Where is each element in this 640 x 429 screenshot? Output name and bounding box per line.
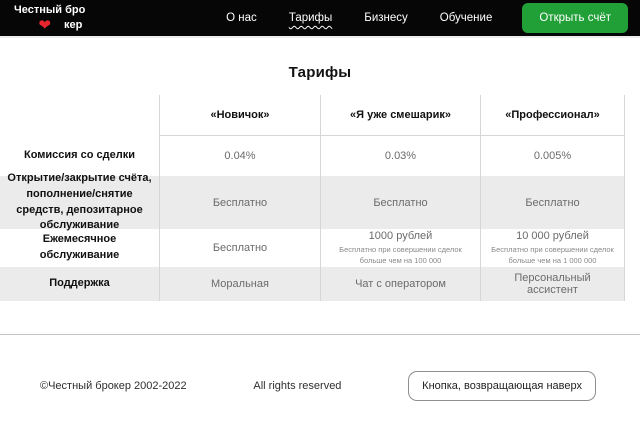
table-cell: 0.04% [159, 136, 320, 176]
table-corner-cell [0, 95, 159, 136]
nav-item-business[interactable]: Бизнесу [364, 12, 408, 24]
main-nav [226, 12, 492, 24]
nav-item-about[interactable]: О нас [226, 12, 257, 24]
table-cell: Моральная [159, 267, 320, 301]
table-cell [320, 229, 480, 267]
column-header-professional: «Профессионал» [480, 95, 625, 136]
column-header-novice: «Новичок» [159, 95, 320, 136]
logo-text-line2 [14, 18, 85, 33]
table-cell: 0.03% [320, 136, 480, 176]
table-cell: Чат с оператором [320, 267, 480, 301]
footer [0, 343, 640, 429]
table-cell: 0.005% [480, 136, 625, 176]
page-title: Тарифы [288, 64, 352, 81]
cell-value: 10 000 рублей [516, 229, 589, 242]
cell-note: Бесплатно при совершении сделок больше чем на 100 000 [339, 244, 462, 265]
back-to-top-button[interactable]: Кнопка, возвращающая наверх [408, 371, 596, 401]
table-cell: Бесплатно [159, 176, 320, 229]
cell-value: 1000 рублей [368, 229, 433, 242]
copyright-text: ©Честный брокер 2002-2022 [40, 380, 187, 392]
nav-item-tariffs[interactable]: Тарифы [288, 12, 333, 24]
cell-note: Бесплатно при совершении сделок больше чем на 1 000 000 [491, 244, 614, 265]
pricing-table [0, 95, 640, 301]
main-content [0, 38, 640, 301]
footer-divider [0, 334, 640, 335]
row-label-account-services: Открытие/закрытие счёта, пополнение/снятие средств, депозитарное обслуживание [0, 176, 159, 229]
table-cell: Персональный ассистент [480, 267, 625, 301]
table-cell: Бесплатно [159, 229, 320, 267]
table-cell: Бесплатно [320, 176, 480, 229]
logo-text-line2-word: кер [63, 18, 83, 31]
open-account-button[interactable]: Открыть счёт [522, 3, 628, 33]
top-bar [0, 0, 640, 38]
heart-icon: ❤ [38, 16, 51, 34]
row-label-monthly-service: Ежемесячное обслуживание [39, 233, 120, 261]
column-header-smesharik: «Я уже смешарик» [320, 95, 480, 136]
logo-text-line1: Честный бро [14, 4, 86, 17]
rights-text: All rights reserved [253, 380, 342, 392]
row-label-commission: Комиссия со сделки [23, 149, 136, 162]
table-cell: Бесплатно [480, 176, 625, 229]
logo[interactable] [14, 3, 85, 32]
nav-item-education[interactable]: Обучение [439, 12, 493, 24]
row-label-support: Поддержка [0, 267, 159, 301]
table-cell [480, 229, 625, 267]
